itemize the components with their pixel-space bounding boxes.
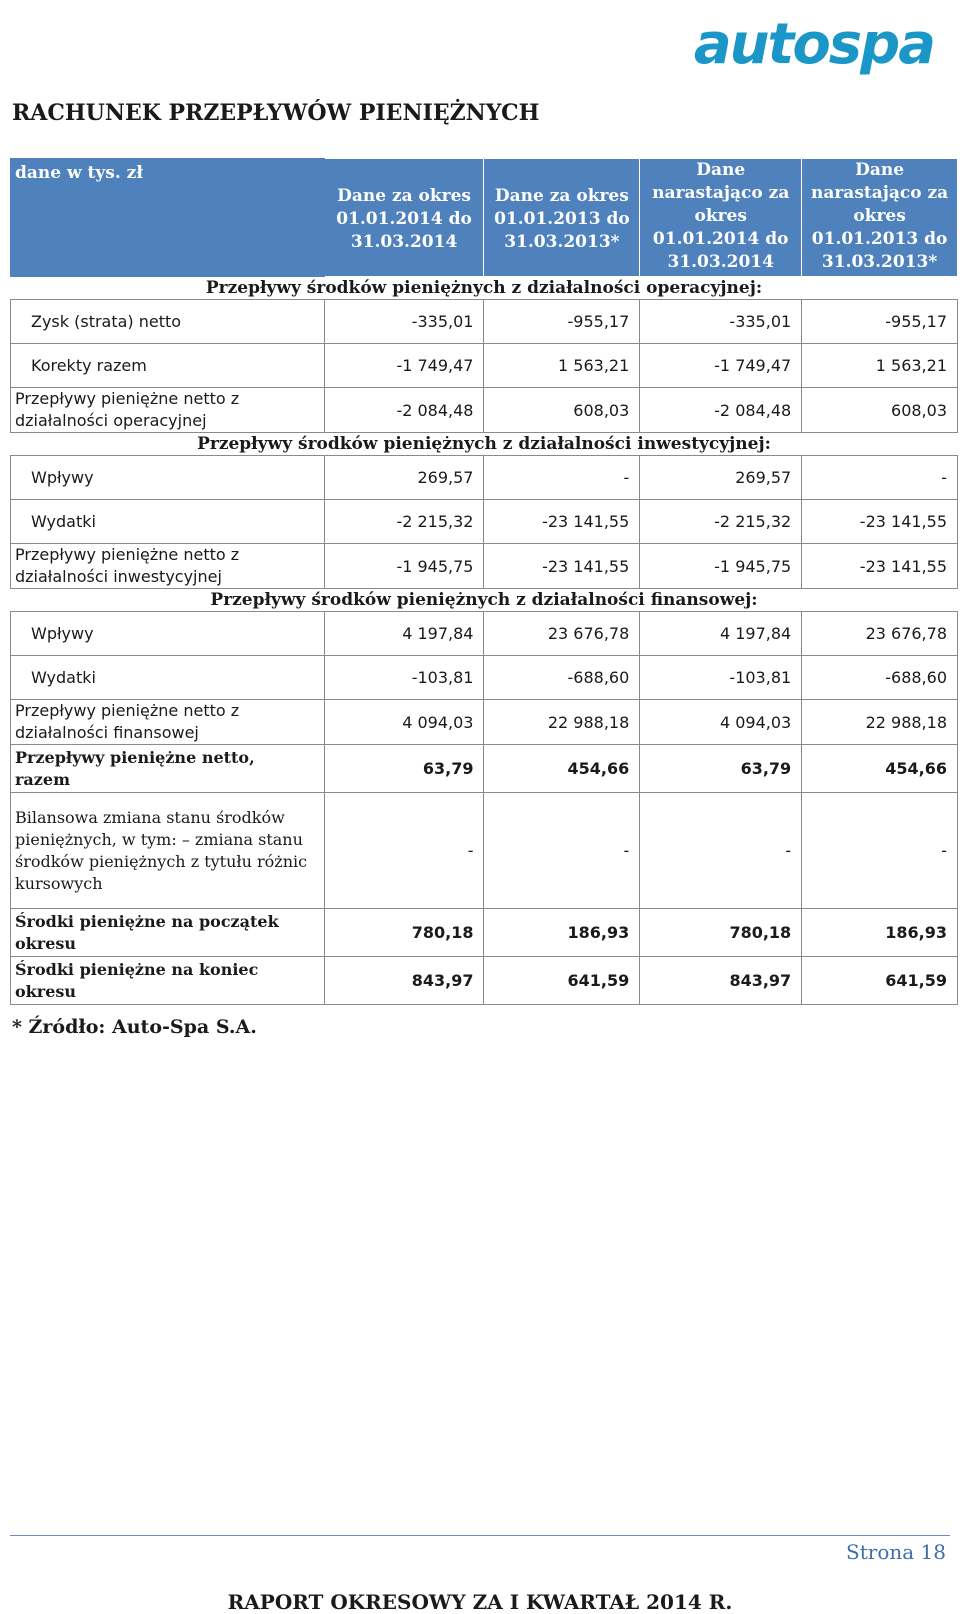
row-label: Wydatki <box>11 500 325 544</box>
cell-value: 1 563,21 <box>802 344 958 388</box>
company-logo <box>693 8 940 88</box>
cell-value: -2 084,48 <box>640 388 802 433</box>
row-label: Środki pieniężne na koniec okresu <box>11 957 325 1005</box>
cell-value: 843,97 <box>324 957 484 1005</box>
cell-value: -103,81 <box>324 656 484 700</box>
cell-value: 454,66 <box>802 745 958 793</box>
table-row <box>11 344 958 388</box>
cell-value: -1 749,47 <box>640 344 802 388</box>
cell-value: 22 988,18 <box>484 700 640 745</box>
cell-value: - <box>802 456 958 500</box>
table-row <box>11 656 958 700</box>
table-row <box>11 544 958 589</box>
cell-value: - <box>802 793 958 909</box>
cell-value: -955,17 <box>484 300 640 344</box>
table-header-row <box>11 159 958 277</box>
cell-value: 608,03 <box>802 388 958 433</box>
cell-value: -2 215,32 <box>640 500 802 544</box>
table-row <box>11 793 958 909</box>
row-label: Wydatki <box>11 656 325 700</box>
cell-value: -23 141,55 <box>484 500 640 544</box>
cell-value: 23 676,78 <box>484 612 640 656</box>
cell-value: 4 197,84 <box>640 612 802 656</box>
section-row <box>11 589 958 612</box>
cell-value: 186,93 <box>802 909 958 957</box>
cell-value: 1 563,21 <box>484 344 640 388</box>
row-label: Wpływy <box>11 456 325 500</box>
cell-value: 4 197,84 <box>324 612 484 656</box>
section-row <box>11 277 958 300</box>
logo-text: autospa <box>693 12 934 77</box>
source-footnote: * Źródło: Auto-Spa S.A. <box>12 1016 257 1038</box>
report-title: RAPORT OKRESOWY ZA I KWARTAŁ 2014 R. <box>227 1590 733 1614</box>
cell-value: -688,60 <box>484 656 640 700</box>
cell-value: 454,66 <box>484 745 640 793</box>
column-header: Dane narastająco za okres 01.01.2014 do 31.03.2014 <box>640 159 802 277</box>
page-number: Strona 18 <box>846 1540 946 1564</box>
cell-value: -2 084,48 <box>324 388 484 433</box>
table-row <box>11 700 958 745</box>
row-label: Wpływy <box>11 612 325 656</box>
cell-value: -335,01 <box>324 300 484 344</box>
section-heading: Przepływy środków pieniężnych z działalności finansowej: <box>11 589 958 612</box>
cell-value: -1 749,47 <box>324 344 484 388</box>
row-label: Bilansowa zmiana stanu środków pieniężnych, w tym: – zmiana stanu środków pieniężnych z tytułu różnic kursowych <box>11 793 325 909</box>
row-label: Przepływy pieniężne netto z działalności inwestycyjnej <box>11 544 325 589</box>
section-row <box>11 433 958 456</box>
cell-value: 641,59 <box>484 957 640 1005</box>
cell-value: 186,93 <box>484 909 640 957</box>
footer-divider <box>10 1535 950 1536</box>
cell-value: -103,81 <box>640 656 802 700</box>
row-label: Przepływy pieniężne netto z działalności operacyjnej <box>11 388 325 433</box>
column-header: Dane narastająco za okres 01.01.2013 do 31.03.2013* <box>802 159 958 277</box>
table-row <box>11 300 958 344</box>
cell-value: 4 094,03 <box>640 700 802 745</box>
cell-value: -23 141,55 <box>484 544 640 589</box>
row-label: Przepływy pieniężne netto, razem <box>11 745 325 793</box>
cell-value: 22 988,18 <box>802 700 958 745</box>
table-row <box>11 957 958 1005</box>
row-label: Zysk (strata) netto <box>11 300 325 344</box>
cell-value: 608,03 <box>484 388 640 433</box>
cell-value: -688,60 <box>802 656 958 700</box>
section-heading: Przepływy środków pieniężnych z działalności inwestycyjnej: <box>11 433 958 456</box>
cell-value: -23 141,55 <box>802 500 958 544</box>
cell-value: -335,01 <box>640 300 802 344</box>
table-row <box>11 745 958 793</box>
cell-value: 269,57 <box>640 456 802 500</box>
cell-value: 269,57 <box>324 456 484 500</box>
document-title: RACHUNEK PRZEPŁYWÓW PIENIĘŻNYCH <box>12 100 540 126</box>
cell-value: 63,79 <box>640 745 802 793</box>
cell-value: - <box>484 456 640 500</box>
section-heading: Przepływy środków pieniężnych z działalności operacyjnej: <box>11 277 958 300</box>
units-label: dane w tys. zł <box>11 159 325 277</box>
cell-value: - <box>484 793 640 909</box>
cell-value: -955,17 <box>802 300 958 344</box>
cell-value: 843,97 <box>640 957 802 1005</box>
column-header: Dane za okres 01.01.2013 do 31.03.2013* <box>484 159 640 277</box>
cell-value: -1 945,75 <box>640 544 802 589</box>
cell-value: 780,18 <box>640 909 802 957</box>
cell-value: -1 945,75 <box>324 544 484 589</box>
table-row <box>11 500 958 544</box>
column-header: Dane za okres 01.01.2014 do 31.03.2014 <box>324 159 484 277</box>
table-row <box>11 388 958 433</box>
cell-value: 780,18 <box>324 909 484 957</box>
table-row <box>11 612 958 656</box>
cell-value: -2 215,32 <box>324 500 484 544</box>
row-label: Przepływy pieniężne netto z działalności finansowej <box>11 700 325 745</box>
cell-value: 63,79 <box>324 745 484 793</box>
cell-value: 641,59 <box>802 957 958 1005</box>
cash-flow-table <box>10 158 958 1005</box>
table-row <box>11 909 958 957</box>
row-label: Korekty razem <box>11 344 325 388</box>
cell-value: - <box>640 793 802 909</box>
cell-value: 23 676,78 <box>802 612 958 656</box>
table-row <box>11 456 958 500</box>
cell-value: - <box>324 793 484 909</box>
cell-value: -23 141,55 <box>802 544 958 589</box>
cell-value: 4 094,03 <box>324 700 484 745</box>
row-label: Środki pieniężne na początek okresu <box>11 909 325 957</box>
